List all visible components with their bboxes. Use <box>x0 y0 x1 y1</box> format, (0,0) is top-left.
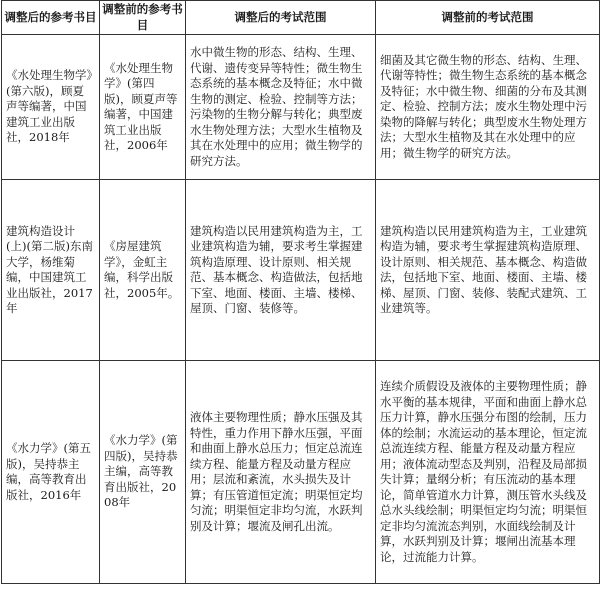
after-book-cell <box>2 361 100 584</box>
after-book-cell <box>2 35 100 180</box>
after-scope-cell <box>186 180 376 361</box>
header-after-book: 调整后的参考书目 <box>2 1 100 35</box>
before-book-cell <box>100 180 186 361</box>
before-book-text: 《房屋建筑学》，金虹主编，科学出版社，2005年。 <box>104 239 180 300</box>
before-book-cell <box>100 35 186 180</box>
header-after-scope: 调整后的考试范围 <box>186 1 376 35</box>
after-scope-text: 液体主要物理性质；静水压强及其特性，重力作用下静水压强，平面和曲面上静水总压力；恒定总流连续方程、能量方程及动量方程应用；层流和紊流，水头损失及计算；有压管道恒定流；明渠恒定均匀流；明渠恒定非均匀流，水跃判别及计算；堰流及闸孔出流。 <box>190 410 363 533</box>
before-book-text: 《水处理生物学》(第四版)，顾夏声等编著，中国建筑工业出版社，2006年 <box>104 60 178 152</box>
table-row <box>2 361 600 584</box>
before-scope-cell <box>376 35 600 180</box>
before-book-text: 《水力学》(第四版)，吴持恭主编，高等教育出版社，2008年 <box>104 433 178 510</box>
comparison-table <box>1 0 600 584</box>
table-row <box>2 180 600 361</box>
before-scope-text: 连续介质假设及液体的主要物理性质；静水平衡的基本规律，平面和曲面上静水总压力计算，静水压强分布图的绘制，压力体的绘制；水流运动的基本理论，恒定流总流连续方程、能量方程及动量方程应用；液体流动型态及判别，沿程及局部损失计算；量纲分析；有压流动的基本理论，简单管道水力计算，测压管水头线及总水头线绘制；明渠恒定均匀流；明渠恒定非均匀流流态判别，水面线绘制及计算，水跃判别及计算；堰闸出流基本理论，过流能力计算。 <box>380 379 587 564</box>
after-book-cell <box>2 180 100 361</box>
after-book-text: 建筑构造设计(上)(第二版)东南大学，杨维菊编，中国建筑工业出版社，2017年 <box>6 223 93 315</box>
before-scope-text: 建筑构造以民用建筑构造为主，工业建筑构造为辅，要求考生掌握建筑构造原理、设计原则、相关规范、基本概念、构造做法，包括地下室、地面、楼面、主墙、楼梯、屋顶、门窗、装修、装配式建筑、工业建筑等。 <box>380 223 587 315</box>
after-book-text: 《水处理生物学》(第六版)，顾夏声等编著，中国建筑工业出版社，2018年 <box>6 68 93 145</box>
after-book-text: 《水力学》(第五版)，吴持恭主编，高等教育出版社，2016年 <box>6 441 91 502</box>
header-before-scope: 调整前的考试范围 <box>376 1 600 35</box>
table-row <box>2 35 600 180</box>
after-scope-cell <box>186 361 376 584</box>
before-scope-cell <box>376 361 600 584</box>
before-scope-text: 细菌及其它微生物的形态、结构、生理、代谢等特性；微生物生态系统的基本概念及特征；水中微生物、细菌的分布及其测定、检验、控制方法；废水生物处理中污染物的降解与转化；典型废水生物处理方法；大型水生植物及其在水处理中的应用；微生物学的研究方法。 <box>380 52 587 160</box>
table-header-row <box>2 1 600 35</box>
before-scope-cell <box>376 180 600 361</box>
header-before-book: 调整前的参考书目 <box>100 1 186 35</box>
after-scope-text: 水中微生物的形态、结构、生理、代谢、遗传变异等特性；微生物生态系统的基本概念及特征；水中微生物的测定、检验、控制等方法；污染物的生物分解与转化；典型废水生物处理方法；大型水生植物及其在水处理中的应用；微生物学的研究方法。 <box>190 45 363 168</box>
before-book-cell <box>100 361 186 584</box>
after-scope-cell <box>186 35 376 180</box>
after-scope-text: 建筑构造以民用建筑构造为主，工业建筑构造为辅，要求考生掌握建筑构造原理、设计原则、相关规范、基本概念、构造做法，包括地下室、地面、楼面、主墙、楼梯、屋顶、门窗、装修等。 <box>190 223 363 315</box>
